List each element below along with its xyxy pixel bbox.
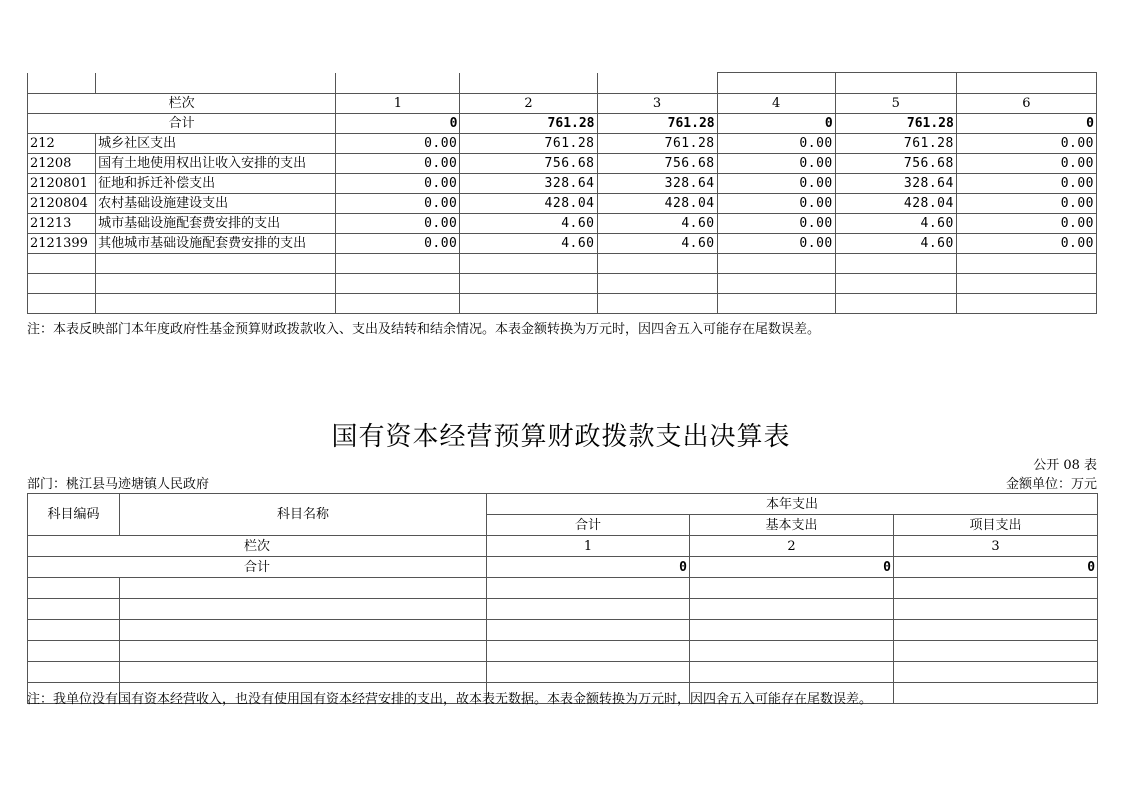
subject-name: 国有土地使用权出让收入安排的支出 (96, 154, 336, 174)
header-project: 项目支出 (894, 515, 1098, 536)
total-value: 761.28 (460, 114, 597, 134)
table-row (28, 214, 1097, 234)
total-value: 761.28 (597, 114, 717, 134)
total-value: 0 (717, 114, 835, 134)
col-index-label: 栏次 (28, 536, 487, 557)
header-current-year: 本年支出 (487, 494, 1098, 515)
unit-label: 金额单位：万元 (1005, 477, 1097, 492)
col-number: 6 (956, 94, 1096, 114)
amount-cell: 0.00 (717, 214, 835, 234)
table-row (28, 599, 1098, 620)
amount-cell: 0.00 (717, 134, 835, 154)
table2-note: 注：我单位没有国有资本经营收入，也没有使用国有资本经营安排的支出，故本表无数据。本表金额转换为万元时，因四舍五入可能存在尾数误差。 (27, 692, 873, 707)
header-code: 科目编码 (28, 494, 120, 536)
amount-cell: 756.68 (597, 154, 717, 174)
table-row (28, 154, 1097, 174)
col-number: 1 (487, 536, 690, 557)
total-value: 761.28 (835, 114, 956, 134)
table-row (28, 620, 1098, 641)
subject-name: 农村基础设施建设支出 (96, 194, 336, 214)
column-index-row (28, 94, 1097, 114)
amount-cell: 4.60 (460, 214, 597, 234)
amount-cell: 0.00 (336, 174, 460, 194)
amount-cell: 0.00 (336, 154, 460, 174)
total-value: 0 (487, 557, 690, 578)
table-row (28, 274, 1097, 294)
table-row (28, 134, 1097, 154)
subject-name: 征地和拆迁补偿支出 (96, 174, 336, 194)
table1-note: 注：本表反映部门本年度政府性基金预算财政拨款收入、支出及结转和结余情况。本表金额转换为万元时，因四舍五入可能存在尾数误差。 (27, 322, 821, 337)
table-row (28, 294, 1097, 314)
amount-cell: 0.00 (717, 174, 835, 194)
amount-cell: 0.00 (336, 194, 460, 214)
subject-name: 城市基础设施配套费安排的支出 (96, 214, 336, 234)
col-number: 4 (717, 94, 835, 114)
amount-cell: 328.64 (835, 174, 956, 194)
amount-cell: 4.60 (597, 214, 717, 234)
subject-name: 城乡社区支出 (96, 134, 336, 154)
total-value: 0 (956, 114, 1096, 134)
total-label: 合计 (28, 557, 487, 578)
amount-cell: 0.00 (956, 154, 1096, 174)
amount-cell: 756.68 (835, 154, 956, 174)
subject-code: 212 (28, 134, 96, 154)
amount-cell: 0.00 (336, 134, 460, 154)
col-number: 1 (336, 94, 460, 114)
header-total: 合计 (487, 515, 690, 536)
department-label: 部门：桃江县马迹塘镇人民政府 (27, 477, 210, 492)
amount-cell: 428.04 (597, 194, 717, 214)
amount-cell: 0.00 (717, 194, 835, 214)
subject-code: 2120804 (28, 194, 96, 214)
col-index-label: 栏次 (28, 94, 336, 114)
table-row (28, 194, 1097, 214)
amount-cell: 428.04 (460, 194, 597, 214)
amount-cell: 428.04 (835, 194, 956, 214)
total-row (28, 557, 1098, 578)
table-row (28, 234, 1097, 254)
amount-cell: 0.00 (956, 134, 1096, 154)
subject-code: 21208 (28, 154, 96, 174)
amount-cell: 0.00 (336, 214, 460, 234)
subject-code: 2120801 (28, 174, 96, 194)
total-value: 0 (894, 557, 1098, 578)
col-number: 5 (835, 94, 956, 114)
table-header-stub-row (28, 73, 1097, 94)
total-row (28, 114, 1097, 134)
header-row (28, 494, 1098, 515)
fund-budget-table (27, 72, 1097, 314)
form-number: 公开 08 表 (1033, 458, 1097, 473)
amount-cell: 328.64 (597, 174, 717, 194)
total-label: 合计 (28, 114, 336, 134)
total-value: 0 (690, 557, 894, 578)
col-number: 3 (894, 536, 1098, 557)
table-row (28, 578, 1098, 599)
amount-cell: 761.28 (460, 134, 597, 154)
table-row (28, 254, 1097, 274)
state-capital-table (27, 493, 1098, 704)
amount-cell: 4.60 (460, 234, 597, 254)
amount-cell: 0.00 (956, 214, 1096, 234)
table-row (28, 174, 1097, 194)
table-row (28, 641, 1098, 662)
amount-cell: 0.00 (336, 234, 460, 254)
header-basic: 基本支出 (690, 515, 894, 536)
col-number: 2 (690, 536, 894, 557)
col-number: 2 (460, 94, 597, 114)
amount-cell: 328.64 (460, 174, 597, 194)
table-row (28, 662, 1098, 683)
amount-cell: 0.00 (956, 194, 1096, 214)
amount-cell: 4.60 (835, 234, 956, 254)
amount-cell: 0.00 (956, 234, 1096, 254)
amount-cell: 761.28 (597, 134, 717, 154)
column-index-row (28, 536, 1098, 557)
total-value: 0 (336, 114, 460, 134)
amount-cell: 756.68 (460, 154, 597, 174)
amount-cell: 4.60 (835, 214, 956, 234)
col-number: 3 (597, 94, 717, 114)
subject-code: 21213 (28, 214, 96, 234)
page-title: 国有资本经营预算财政拨款支出决算表 (331, 422, 791, 452)
amount-cell: 0.00 (717, 234, 835, 254)
amount-cell: 0.00 (956, 174, 1096, 194)
amount-cell: 761.28 (835, 134, 956, 154)
amount-cell: 0.00 (717, 154, 835, 174)
amount-cell: 4.60 (597, 234, 717, 254)
header-name: 科目名称 (120, 494, 487, 536)
subject-name: 其他城市基础设施配套费安排的支出 (96, 234, 336, 254)
subject-code: 2121399 (28, 234, 96, 254)
